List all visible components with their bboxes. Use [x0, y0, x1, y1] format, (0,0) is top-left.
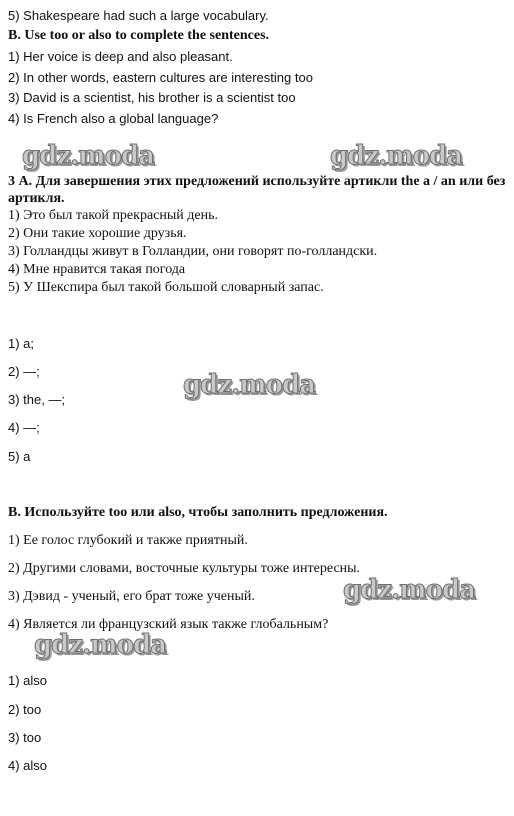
exercise-3a-item-1: 1) Это был такой прекрасный день. — [8, 208, 218, 223]
exercise-a-item-5: 5) Shakespeare had such a large vocabulary. — [8, 8, 269, 23]
answer-b-4: 4) also — [8, 758, 48, 773]
answer-a-1: 1) a; — [8, 336, 35, 351]
exercise-b-item-3: 3) David is a scientist, his brother is a scientist too — [8, 90, 296, 105]
exercise-b-item-1: 1) Her voice is deep and also pleasant. — [8, 49, 233, 64]
exercise-b-ru-heading: В. Используйте too или also, чтобы заполнить предложения. — [8, 505, 388, 520]
exercise-3a-heading: 3 А. Для завершения этих предложений используйте артикли the a / an или без артикля. — [8, 174, 506, 206]
answer-b-1: 1) also — [8, 673, 48, 688]
watermark-logo: gdz.moda — [22, 141, 155, 171]
answer-a-2: 2) —; — [8, 364, 40, 379]
watermark-logo: gdz.moda — [330, 141, 463, 171]
exercise-b-ru-item-3: 3) Дэвид - ученый, его брат тоже ученый. — [8, 589, 255, 604]
answer-a-5: 5) a — [8, 449, 31, 464]
exercise-3a-item-5: 5) У Шекспира был такой большой словарный запас. — [8, 280, 324, 295]
watermark-logo: gdz.moda — [343, 575, 476, 605]
exercise-b-ru-item-4: 4) Является ли французский язык также глобальным? — [8, 617, 329, 632]
watermark-logo: gdz.moda — [34, 630, 167, 660]
exercise-b-heading: B. Use too or also to complete the sentences. — [8, 28, 270, 43]
exercise-b-item-4: 4) Is French also a global language? — [8, 111, 219, 126]
exercise-3a-item-2: 2) Они такие хорошие друзья. — [8, 226, 187, 241]
exercise-b-item-2: 2) In other words, eastern cultures are interesting too — [8, 70, 313, 85]
exercise-b-ru-item-1: 1) Ее голос глубокий и также приятный. — [8, 533, 248, 548]
exercise-3a-item-4: 4) Мне нравится такая погода — [8, 262, 186, 277]
watermark-logo: gdz.moda — [183, 370, 316, 400]
answer-a-3: 3) the, —; — [8, 392, 66, 407]
answer-a-4: 4) —; — [8, 420, 40, 435]
answer-b-2: 2) too — [8, 702, 42, 717]
exercise-b-ru-item-2: 2) Другими словами, восточные культуры тоже интересны. — [8, 561, 361, 576]
answer-b-3: 3) too — [8, 730, 42, 745]
exercise-3a-item-3: 3) Голландцы живут в Голландии, они говорят по-голландски. — [8, 244, 378, 259]
